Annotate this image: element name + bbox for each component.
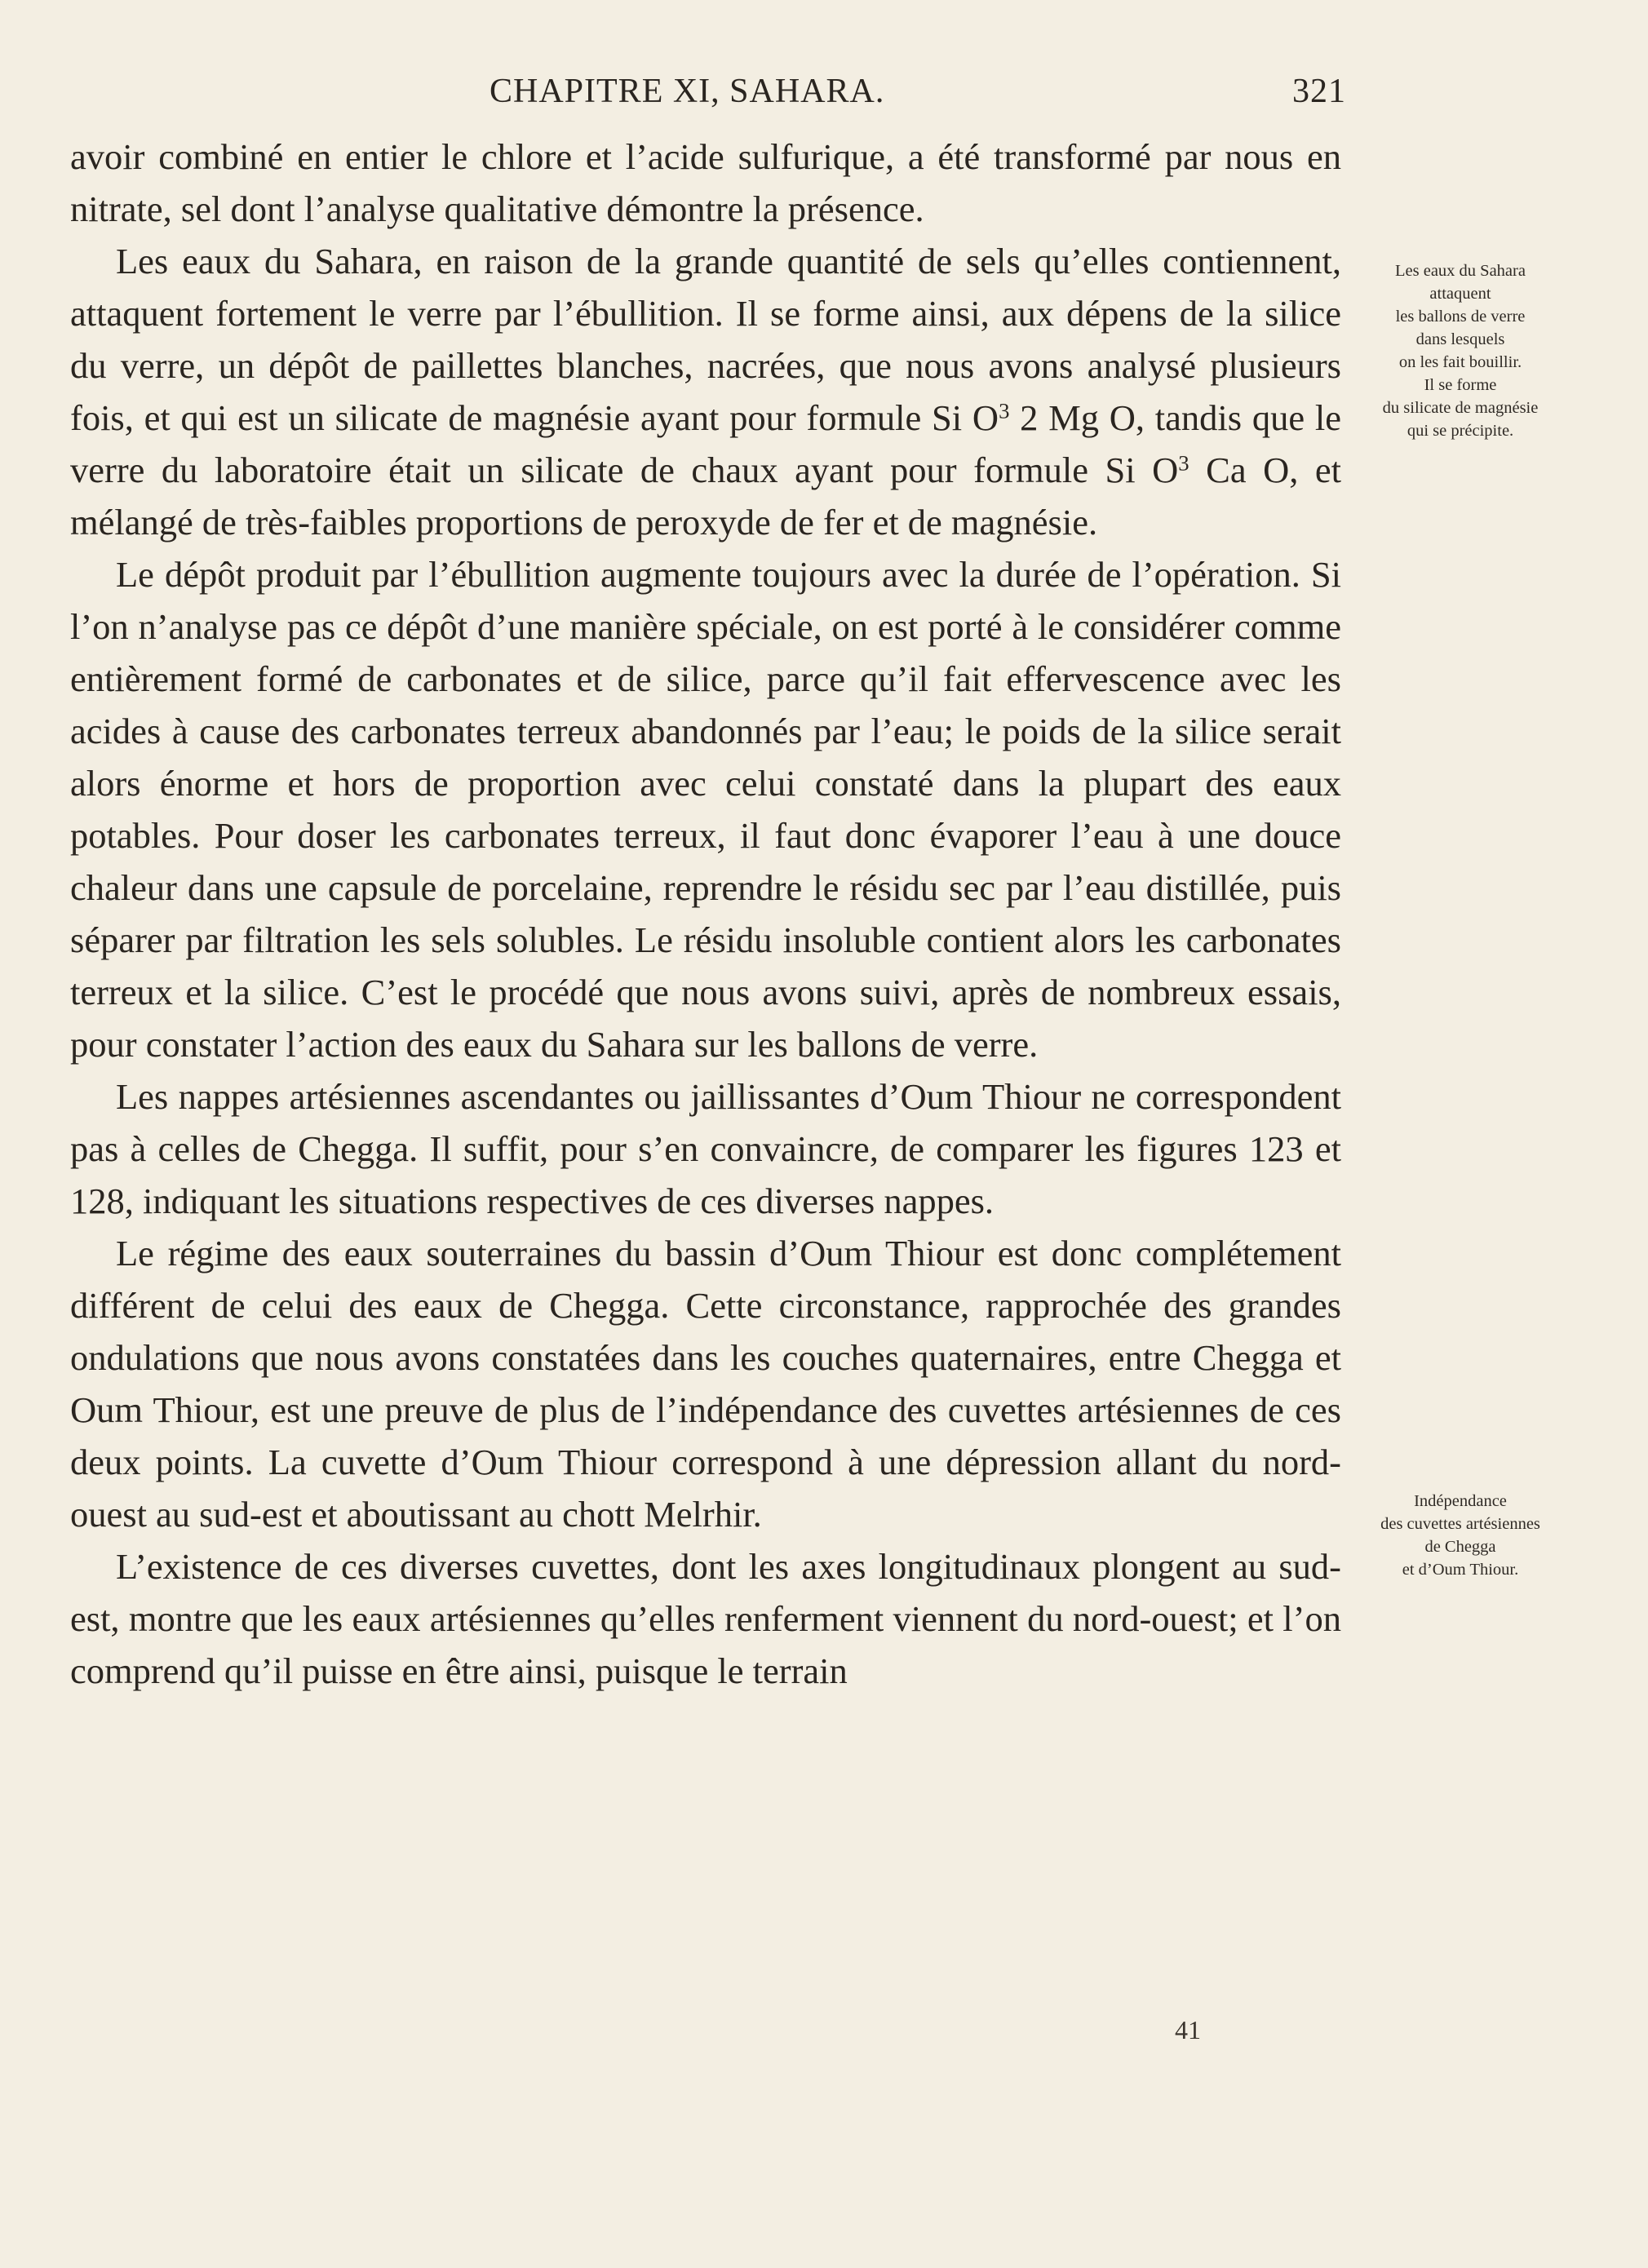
margin-note-line: Les eaux du Sahara	[1395, 262, 1526, 280]
text-segment: Ca O, et mélangé de très-faibles proportions de peroxyde de fer et de magnésie.	[70, 450, 1341, 543]
superscript: 3	[999, 398, 1010, 423]
margin-note-independence	[1362, 1490, 1558, 1581]
running-head	[490, 72, 1346, 111]
text-segment: Les nappes artésiennes ascendantes ou jaillissantes d’Oum Thiour ne correspondent pas à celles de Chegga. Il suffit, pour s’en convaincre, de comparer les figures 123 et 128, indiquant les situations respectives de ces diverses nappes.	[70, 1076, 1341, 1221]
paragraph-1	[70, 131, 1341, 235]
margin-note-line: on les fait bouillir.	[1398, 353, 1522, 371]
margin-note-line: attaquent	[1429, 285, 1491, 303]
paragraph-2	[70, 235, 1341, 548]
text-segment: L’existence de ces diverses cuvettes, dont les axes longitudinaux plongent au sud-est, montre que les eaux artésiennes qu’elles renferment viennent du nord-ouest; et l’on comprend qu’il puisse en être ainsi, puisque le terrain	[70, 1546, 1341, 1691]
text-segment: 2 Mg O, tandis que le verre du laboratoire était un silicate de chaux ayant pour formule Si O	[70, 397, 1341, 490]
text-segment: Le régime des eaux souterraines du bassin d’Oum Thiour est donc complétement différent de celui des eaux de Chegga. Cette circonstance, rapprochée des grandes ondulations que nous avons constatées dans les couches quaternaires, entre Chegga et Oum Thiour, est une preuve de plus de l’indépendance des cuvettes artésiennes de ces deux points. La cuvette d’Oum Thiour correspond à une dépression allant du nord-ouest au sud-est et aboutissant au chott Melrhir.	[70, 1233, 1341, 1535]
margin-note-line: dans lesquels	[1415, 330, 1505, 348]
page-number: 321	[1292, 73, 1346, 110]
paragraph-4	[70, 1070, 1341, 1227]
body-text	[70, 131, 1341, 1697]
margin-note-line: Indépendance	[1414, 1492, 1507, 1510]
signature-mark: 41	[1175, 2015, 1201, 2044]
margin-note-line: qui se précipite.	[1407, 422, 1514, 440]
margin-note-line: Il se forme	[1424, 376, 1497, 394]
margin-note-line: et d’Oum Thiour.	[1402, 1561, 1519, 1579]
margin-note-line: du silicate de magnésie	[1382, 399, 1539, 417]
paragraph-3	[70, 548, 1341, 1070]
paragraph-6	[70, 1540, 1341, 1697]
text-segment: Les eaux du Sahara, en raison de la grande quantité de sels qu’elles contiennent, attaquent fortement le verre par l’ébullition. Il se forme ainsi, aux dépens de la silice du verre, un dépôt de paillettes blanches, nacrées, que nous avons analysé plusieurs fois, et qui est un silicate de magnésie ayant pour formule Si O	[70, 241, 1341, 438]
text-segment: Le dépôt produit par l’ébullition augmente toujours avec la durée de l’opération. Si l’on n’analyse pas ce dépôt d’une manière spéciale, on est porté à le considérer comme entièrement formé de carbonates et de silice, parce qu’il fait effervescence avec les acides à cause des carbonates terreux abandonnés par l’eau; le poids de la silice serait alors énorme et hors de proportion avec celui constaté dans la plupart des eaux potables. Pour doser les carbonates terreux, il faut donc évaporer l’eau à une douce chaleur dans une capsule de porcelaine, reprendre le résidu sec par l’eau distillée, puis séparer par filtration les sels solubles. Le résidu insoluble contient alors les carbonates terreux et la silice. C’est le procédé que nous avons suivi, après de nombreux essais, pour constater l’action des eaux du Sahara sur les ballons de verre.	[70, 554, 1341, 1065]
margin-note-line: les ballons de verre	[1395, 308, 1526, 326]
margin-note-line: des cuvettes artésiennes	[1380, 1515, 1540, 1533]
margin-note-line: de Chegga	[1424, 1538, 1496, 1556]
paragraph-5	[70, 1227, 1341, 1540]
chapter-title: CHAPITRE XI, SAHARA.	[490, 73, 885, 110]
text-segment: avoir combiné en entier le chlore et l’acide sulfurique, a été transformé par nous en nitrate, sel dont l’analyse qualitative démontre la présence.	[70, 136, 1341, 229]
superscript: 3	[1178, 450, 1189, 476]
margin-note-sahara-waters	[1362, 259, 1558, 442]
